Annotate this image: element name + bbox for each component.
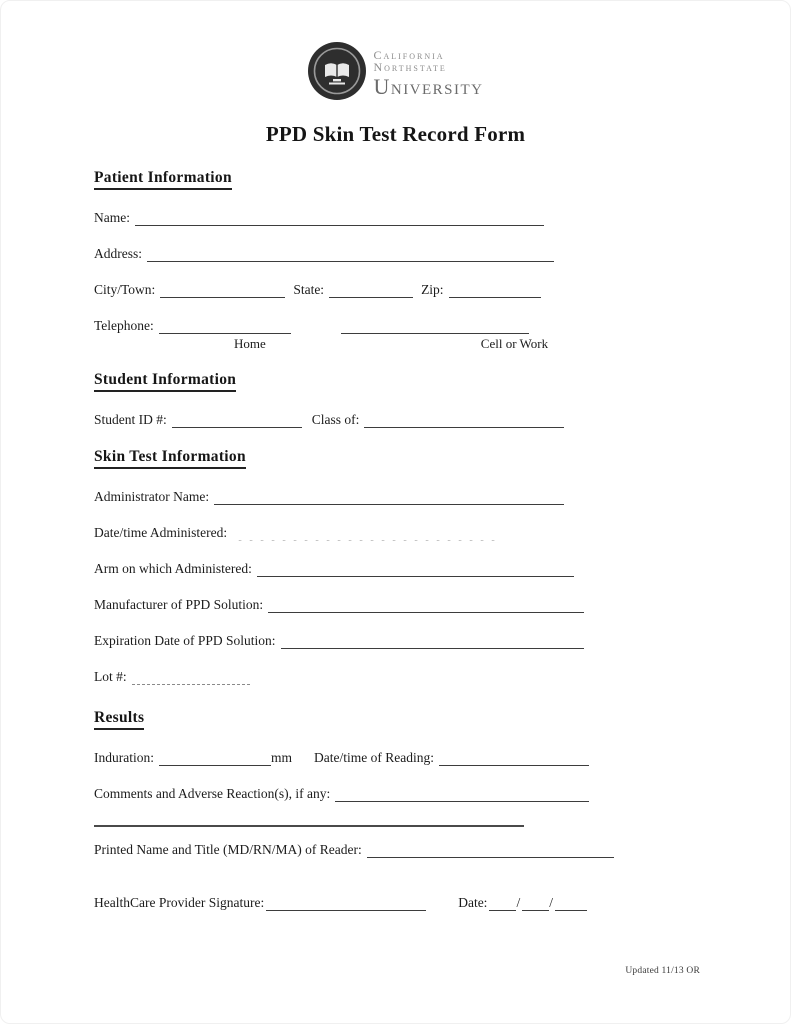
telephone-row — [94, 317, 594, 334]
datetime-administered-label: Date/time Administered: — [94, 525, 228, 540]
address-label: Address: — [94, 246, 142, 261]
comments-field-blank[interactable] — [335, 787, 589, 802]
induration-field-blank[interactable] — [159, 751, 271, 766]
masthead — [1, 1, 790, 147]
class-of-field-blank[interactable] — [364, 413, 564, 428]
expiration-date-row — [94, 632, 584, 649]
telephone-home-blank[interactable] — [159, 319, 291, 334]
cell-or-work-caption: Cell or Work — [480, 336, 549, 351]
arm-administered-row — [94, 560, 574, 577]
state-label: State: — [293, 282, 325, 297]
printed-name-reader-field-blank[interactable] — [367, 843, 614, 858]
wordmark-line-northstate: Northstate — [373, 60, 447, 75]
telephone-label: Telephone: — [94, 318, 154, 333]
address-row — [94, 245, 554, 262]
student-id-label: Student ID #: — [94, 412, 167, 427]
name-row — [94, 209, 544, 226]
provider-signature-label: HealthCare Provider Signature: — [94, 895, 265, 910]
student-id-row — [94, 411, 564, 428]
home-caption: Home — [234, 336, 266, 351]
section-skin-test-information — [94, 448, 621, 685]
section-patient-information — [94, 169, 621, 351]
mm-unit-label: mm — [271, 750, 293, 765]
student-information-heading: Student Information — [94, 371, 236, 392]
expiration-date-field-blank[interactable] — [281, 634, 585, 649]
section-student-information — [94, 371, 621, 428]
comments-continuation-blank[interactable] — [94, 811, 524, 827]
induration-row — [94, 749, 589, 766]
student-id-field-blank[interactable] — [172, 413, 302, 428]
name-field-blank[interactable] — [135, 211, 544, 226]
provider-signature-field-blank[interactable] — [266, 896, 426, 911]
city-town-field-blank[interactable] — [160, 283, 285, 298]
wordmark-line-california: California — [373, 47, 445, 62]
telephone-cell-blank[interactable] — [341, 319, 529, 334]
section-results — [94, 709, 621, 911]
comments-label: Comments and Adverse Reaction(s), if any: — [94, 786, 331, 801]
datetime-reading-field-blank[interactable] — [439, 751, 589, 766]
signature-date-label: Date: — [458, 895, 488, 910]
zip-field-blank[interactable] — [449, 283, 541, 298]
administrator-name-label: Administrator Name: — [94, 489, 210, 504]
form-title: PPD Skin Test Record Form — [265, 122, 526, 146]
signature-date-row — [94, 894, 621, 911]
date-separator-2: / — [549, 895, 553, 910]
university-seal-icon — [307, 41, 367, 106]
name-label: Name: — [94, 210, 130, 225]
university-logo — [307, 41, 483, 106]
comments-row — [94, 785, 589, 802]
lot-number-field-blank[interactable] — [132, 670, 250, 685]
lot-number-row — [94, 668, 621, 685]
printed-name-row — [94, 841, 614, 858]
wordmark-line-university: University — [373, 74, 484, 100]
datetime-administered-field-blank[interactable] — [232, 526, 579, 541]
lot-number-label: Lot #: — [94, 669, 127, 684]
skin-test-information-heading: Skin Test Information — [94, 448, 246, 469]
patient-information-heading: Patient Information — [94, 169, 232, 190]
induration-label: Induration: — [94, 750, 154, 765]
administrator-name-field-blank[interactable] — [214, 490, 564, 505]
manufacturer-row — [94, 596, 584, 613]
class-of-label: Class of: — [311, 412, 360, 427]
footer-revision-note: Updated 11/13 OR — [625, 966, 700, 976]
date-year-blank[interactable] — [555, 896, 587, 911]
results-heading: Results — [94, 709, 144, 730]
zip-label: Zip: — [421, 282, 444, 297]
manufacturer-label: Manufacturer of PPD Solution: — [94, 597, 264, 612]
university-wordmark — [373, 49, 483, 98]
telephone-captions — [94, 336, 621, 351]
comments-continuation-row — [94, 811, 524, 827]
state-field-blank[interactable] — [329, 283, 413, 298]
datetime-reading-label: Date/time of Reading: — [314, 750, 434, 765]
datetime-administered-row — [94, 524, 579, 541]
arm-administered-label: Arm on which Administered: — [94, 561, 252, 576]
city-town-label: City/Town: — [94, 282, 156, 297]
address-field-blank[interactable] — [147, 247, 554, 262]
date-month-blank[interactable] — [489, 896, 516, 911]
date-separator-1: / — [516, 895, 521, 910]
arm-administered-field-blank[interactable] — [257, 562, 574, 577]
printed-name-reader-label: Printed Name and Title (MD/RN/MA) of Reader: — [94, 842, 362, 857]
city-state-zip-row — [94, 281, 594, 298]
manufacturer-field-blank[interactable] — [268, 598, 584, 613]
administrator-name-row — [94, 488, 564, 505]
date-day-blank[interactable] — [522, 896, 549, 911]
expiration-date-label: Expiration Date of PPD Solution: — [94, 633, 276, 648]
form-body — [94, 169, 621, 911]
